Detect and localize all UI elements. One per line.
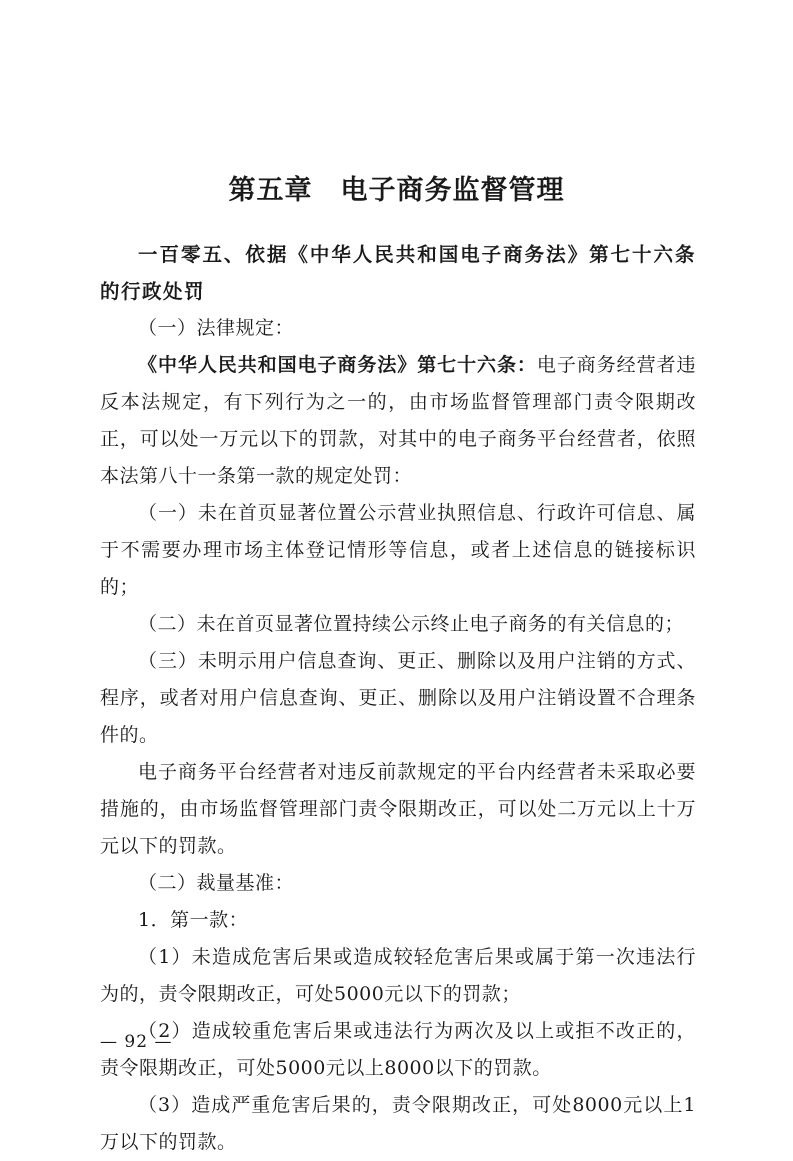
standard-1: （1）未造成危害后果或造成较轻危害后果或属于第一次违法行为的，责令限期改正，可处5000元以下的罚款； bbox=[100, 946, 696, 1005]
clause-3: （三）未明示用户信息查询、更正、删除以及用户注销的方式、程序，或者对用户信息查询、更正、删除以及用户注销设置不合理条件的。 bbox=[100, 650, 696, 746]
legal-basis-label: （一）法律规定： bbox=[138, 317, 295, 339]
chapter-title: 第五章 电子商务监督管理 bbox=[228, 175, 565, 206]
page-number: — 92 — bbox=[100, 1032, 173, 1052]
article-heading: 一百零五、依据《中华人民共和国电子商务法》第七十六条的行政处罚 bbox=[100, 243, 696, 303]
clause-2: （二）未在首页显著位置持续公示终止电子商务的有关信息的； bbox=[138, 613, 685, 635]
clause-1: （一）未在首页显著位置公示营业执照信息、行政许可信息、属于不需要办理市场主体登记情形等信息，或者上述信息的链接标识的； bbox=[100, 502, 696, 598]
document-body bbox=[100, 236, 696, 1161]
law-text: 电子商务经营者违反本法规定，有下列行为之一的，由市场监督管理部门责令限期改正，可以处一万元以下的罚款，对其中的电子商务平台经营者，依照本法第八十一条第一款的规定处罚： bbox=[100, 354, 696, 487]
first-item-label: 1．第一款： bbox=[138, 909, 249, 931]
law-paragraph bbox=[100, 347, 696, 495]
standard-3: （3）造成严重危害后果的，责令限期改正，可处8000元以上1万以下的罚款。 bbox=[100, 1094, 696, 1153]
law-citation: 《中华人民共和国电子商务法》第七十六条： bbox=[138, 354, 537, 376]
standard-2: （2）造成较重危害后果或违法行为两次及以上或拒不改正的，责令限期改正，可处5000元以上8000以下的罚款。 bbox=[100, 1020, 696, 1079]
standard-label: （二）裁量基准： bbox=[138, 872, 295, 894]
platform-paragraph: 电子商务平台经营者对违反前款规定的平台内经营者未采取必要措施的，由市场监督管理部门责令限期改正，可以处二万元以上十万元以下的罚款。 bbox=[100, 761, 696, 857]
